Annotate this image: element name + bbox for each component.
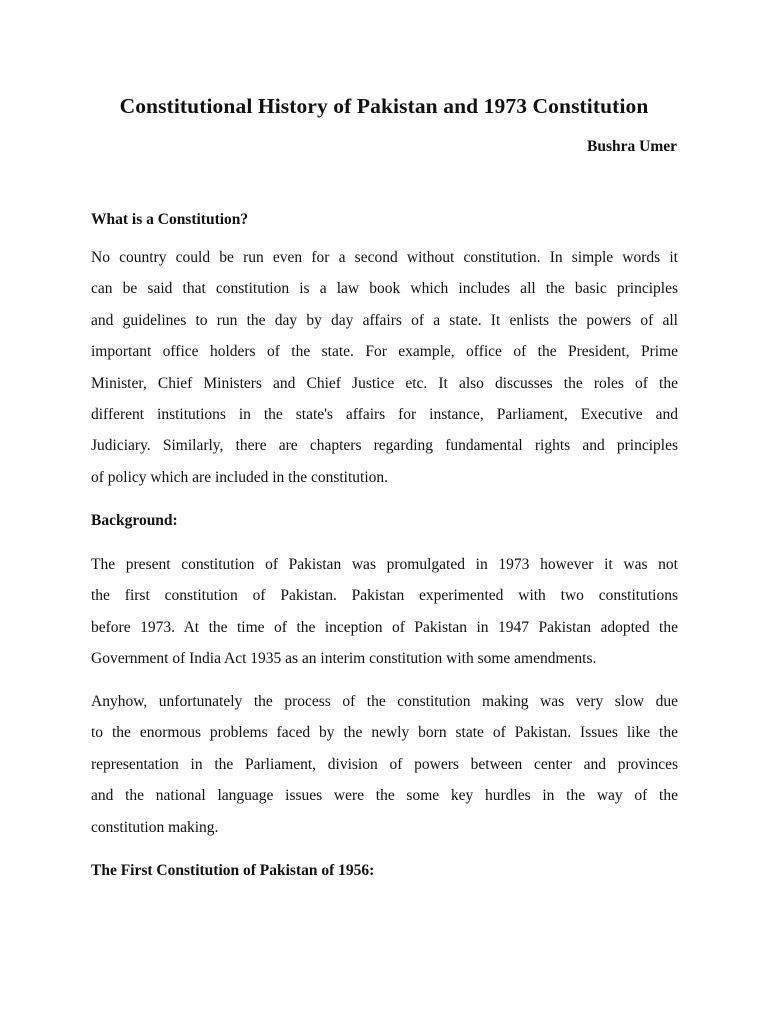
paragraph-constitution-definition — [91, 248, 678, 499]
paragraph-background-1 — [91, 555, 678, 681]
paragraph-line: No country could be run even for a second without constitution. In simple words it — [91, 249, 678, 266]
paragraph-line: Judiciary. Similarly, there are chapters regarding fundamental rights and principles — [91, 437, 678, 455]
paragraph-line: Government of India Act 1935 as an interim constitution with some amendments. — [91, 650, 597, 668]
paragraph-line: Anyhow, unfortunately the process of the constitution making was very slow due — [91, 693, 678, 710]
section-heading-first-constitution-1956: The First Constitution of Pakistan of 1956: — [91, 862, 375, 879]
document-title: Constitutional History of Pakistan and 1973 Constitution — [119, 94, 649, 118]
author-name: Bushra Umer — [587, 138, 677, 155]
paragraph-background-2 — [91, 692, 678, 849]
paragraph-line: representation in the Parliament, division of powers between center and provinces — [91, 755, 678, 773]
paragraph-line: constitution making. — [91, 818, 219, 836]
paragraph-line: of policy which are included in the constitution. — [91, 468, 389, 486]
section-heading-what-is-constitution: What is a Constitution? — [91, 211, 249, 228]
paragraph-line: and the national language issues were the some key hurdles in the way of the — [91, 787, 678, 805]
paragraph-line: Minister, Chief Ministers and Chief Justice etc. It also discusses the roles of the — [91, 374, 678, 392]
paragraph-line: important office holders of the state. For example, office of the President, Prime — [91, 343, 678, 361]
paragraph-line: before 1973. At the time of the inception of Pakistan in 1947 Pakistan adopted the — [91, 618, 678, 636]
paragraph-line: The present constitution of Pakistan was promulgated in 1973 however it was not — [91, 556, 678, 573]
paragraph-line: can be said that constitution is a law book which includes all the basic principles — [91, 280, 678, 298]
paragraph-line: to the enormous problems faced by the newly born state of Pakistan. Issues like the — [91, 724, 678, 742]
paragraph-line: the first constitution of Pakistan. Pakistan experimented with two constitutions — [91, 587, 678, 605]
section-heading-background: Background: — [91, 512, 178, 529]
paragraph-line: and guidelines to run the day by day affairs of a state. It enlists the powers of all — [91, 311, 678, 329]
paragraph-line: different institutions in the state's affairs for instance, Parliament, Executive and — [91, 405, 678, 423]
